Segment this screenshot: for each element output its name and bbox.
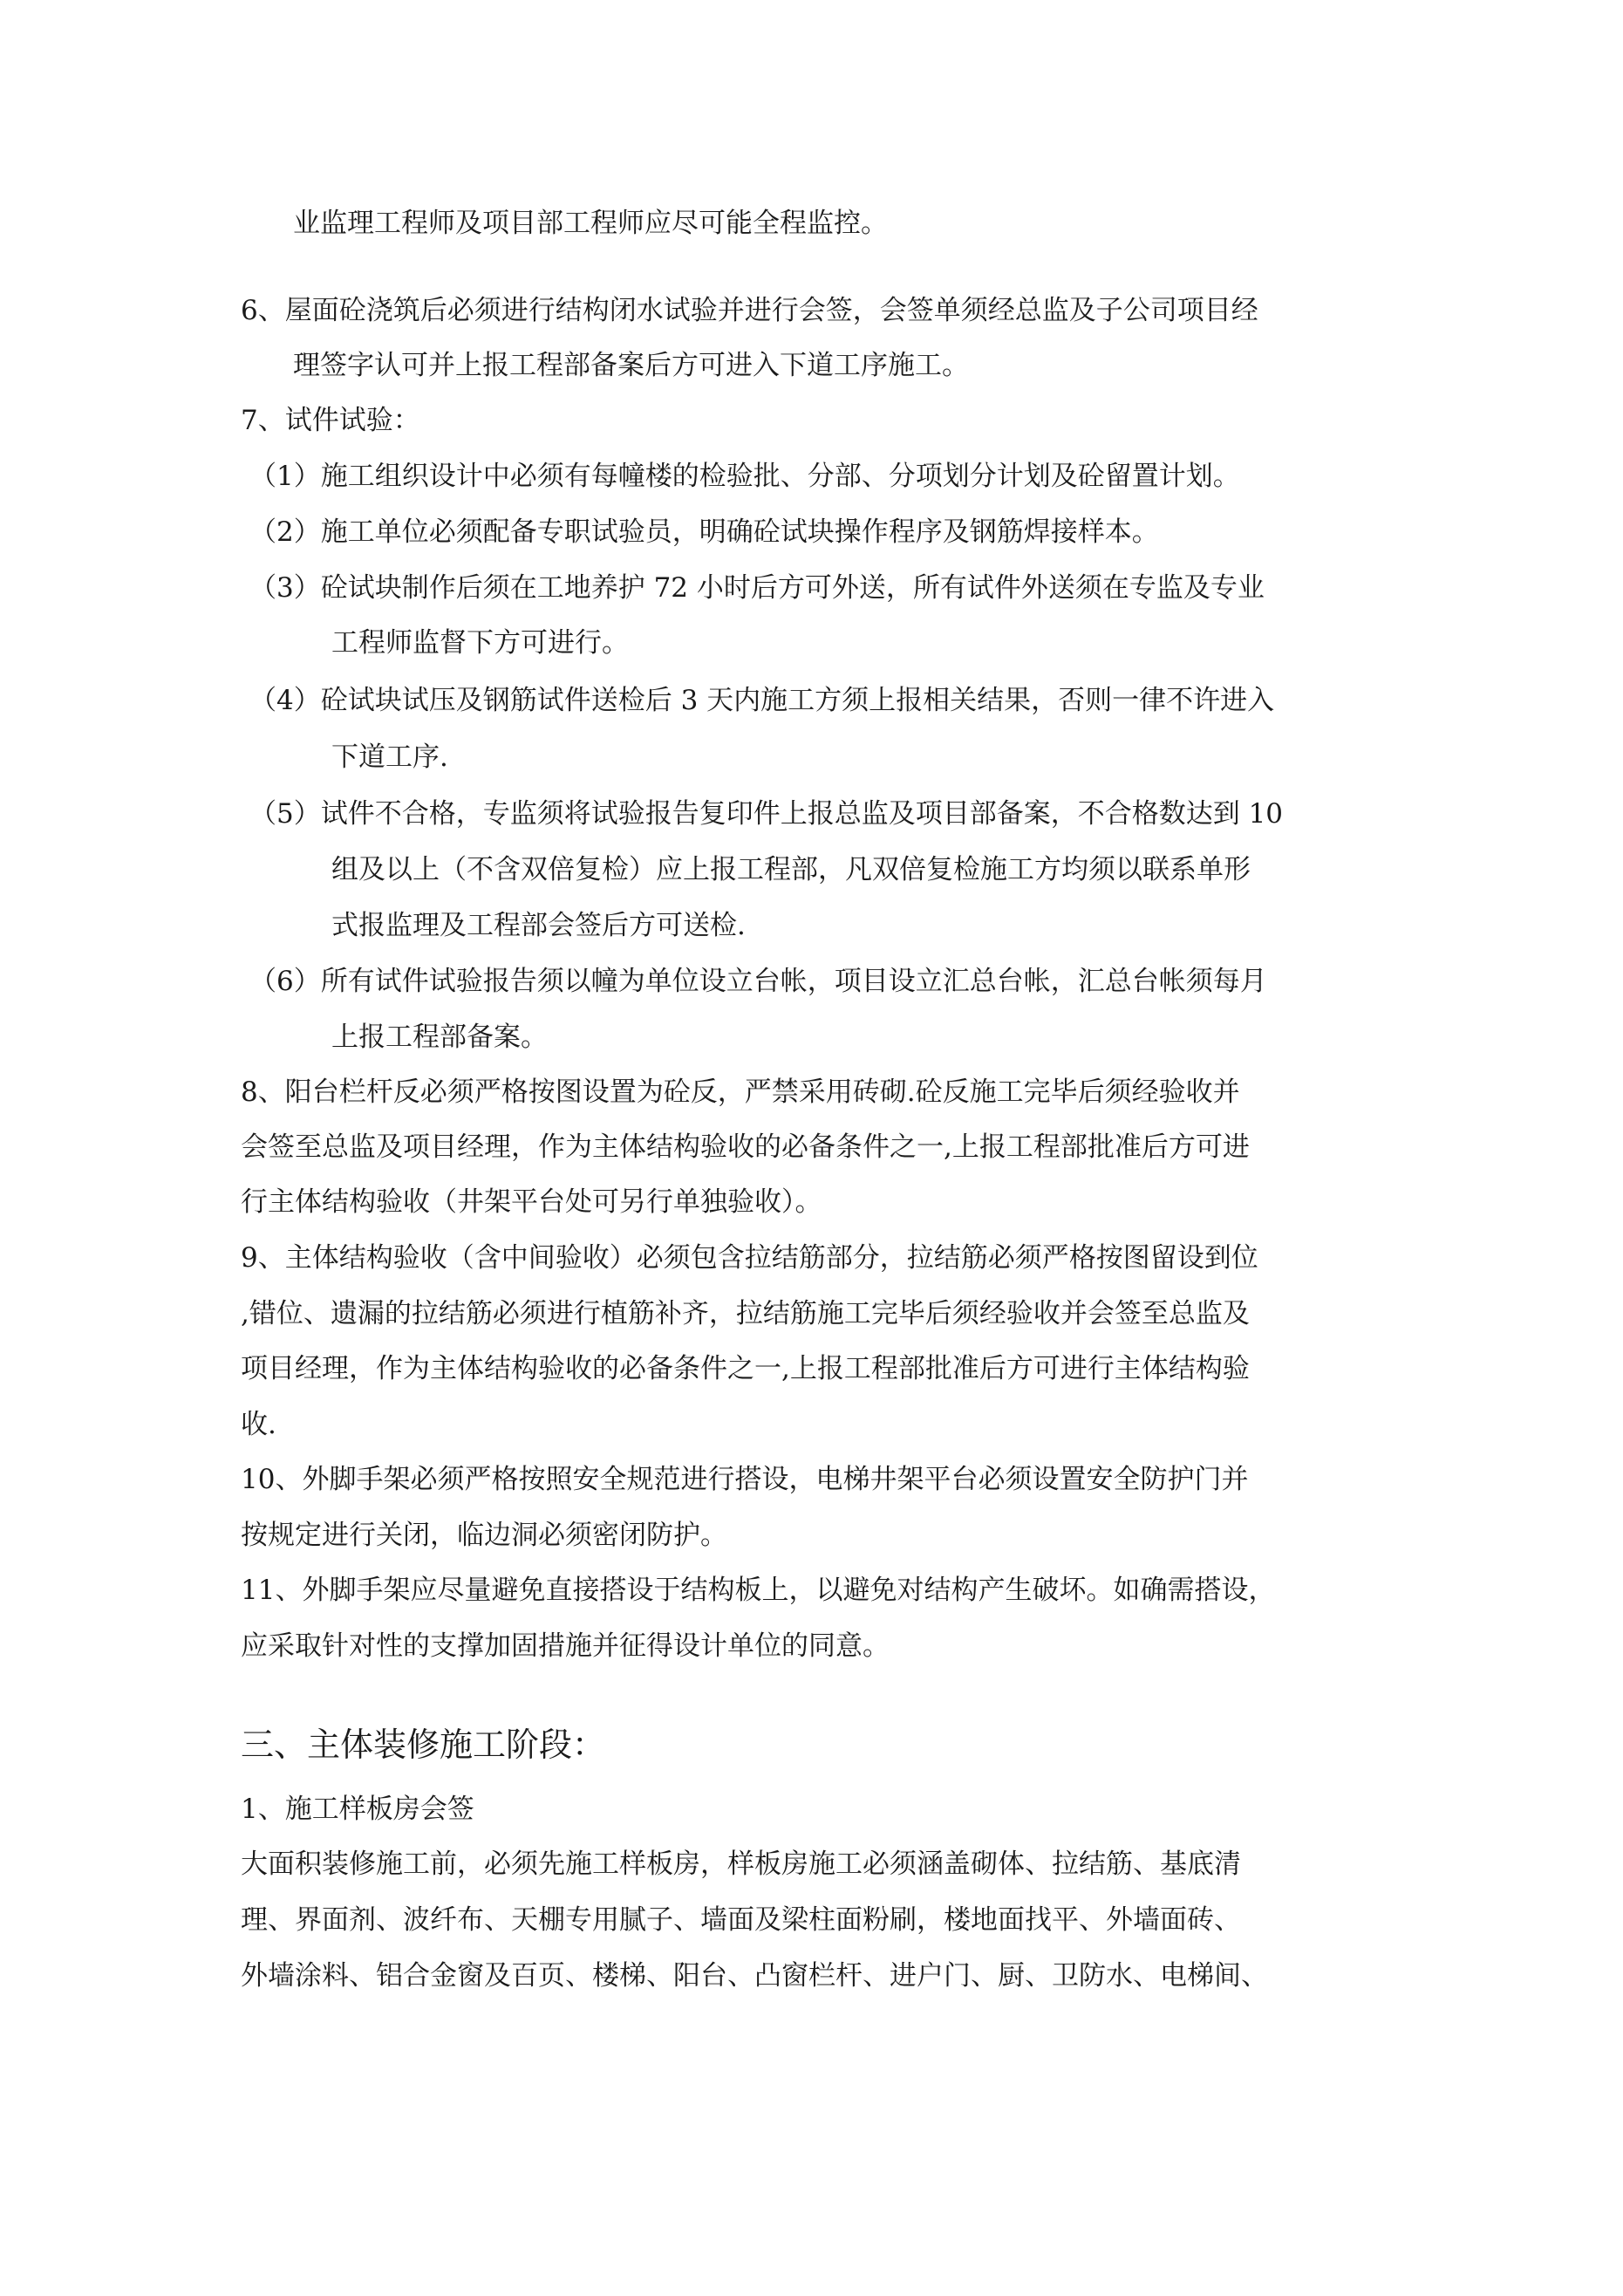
text-line: 7、试件试验： (241, 405, 420, 436)
text-line: （2）施工单位必须配备专职试验员，明确砼试块操作程序及钢筋焊接样本。 (249, 516, 1159, 548)
text-line: 行主体结构验收（井架平台处可另行单独验收）。 (241, 1186, 822, 1218)
text-line: 业监理工程师及项目部工程师应尽可能全程监控。 (293, 208, 888, 239)
text-line: 工程师监督下方可进行。 (331, 627, 629, 659)
text-line: （6）所有试件试验报告须以幢为单位设立台帐，项目设立汇总台帐，汇总台帐须每月 (249, 966, 1267, 997)
text-line: 理、界面剂、波纤布、天棚专用腻子、墙面及梁柱面粉刷，楼地面找平、外墙面砖、 (241, 1904, 1241, 1936)
text-line: （1）施工组织设计中必须有每幢楼的检验批、分部、分项划分计划及砼留置计划。 (249, 461, 1240, 492)
text-line: 会签至总监及项目经理，作为主体结构验收的必备条件之一,上报工程部批准后方可进 (241, 1131, 1250, 1163)
text-line: 上报工程部备案。 (331, 1022, 548, 1053)
text-line: 式报监理及工程部会签后方可送检. (331, 910, 746, 941)
text-line: （4）砼试块试压及钢筋试件送检后 3 天内施工方须上报相关结果，否则一律不许进入 (249, 685, 1275, 716)
text-line: 大面积装修施工前，必须先施工样板房，样板房施工必须涵盖砌体、拉结筋、基底清 (241, 1848, 1241, 1880)
text-line: 9、主体结构验收（含中间验收）必须包含拉结筋部分，拉结筋必须严格按图留设到位 (241, 1242, 1258, 1274)
text-line: 11、外脚手架应尽量避免直接搭设于结构板上，以避免对结构产生破坏。如确需搭设， (241, 1575, 1276, 1606)
text-line: 理签字认可并上报工程部备案后方可进入下道工序施工。 (293, 350, 969, 381)
text-line: （5）试件不合格，专监须将试验报告复印件上报总监及项目部备案，不合格数达到 10 (249, 798, 1284, 830)
text-line: 下道工序. (331, 741, 448, 773)
text-line: （3）砼试块制作后须在工地养护 72 小时后方可外送，所有试件外送须在专监及专业 (249, 572, 1265, 604)
text-line: 应采取针对性的支撑加固措施并征得设计单位的同意。 (241, 1630, 890, 1662)
text-line: 项目经理，作为主体结构验收的必备条件之一,上报工程部批准后方可进行主体结构验 (241, 1353, 1250, 1384)
section-heading: 三、主体装修施工阶段： (241, 1725, 606, 1764)
text-line: ,错位、遗漏的拉结筋必须进行植筋补齐，拉结筋施工完毕后须经验收并会签至总监及 (241, 1298, 1250, 1329)
text-line: 按规定进行关闭，临边洞必须密闭防护。 (241, 1520, 727, 1551)
text-line: 10、外脚手架必须严格按照安全规范进行搭设，电梯井架平台必须设置安全防护门并 (241, 1464, 1249, 1495)
text-line: 1、施工样板房会签 (241, 1794, 474, 1825)
text-line: 组及以上（不含双倍复检）应上报工程部，凡双倍复检施工方均须以联系单形 (331, 854, 1251, 885)
text-line: 收. (241, 1409, 276, 1440)
text-line: 6、屋面砼浇筑后必须进行结构闭水试验并进行会签，会签单须经总监及子公司项目经 (241, 295, 1258, 326)
text-line: 8、阳台栏杆反必须严格按图设置为砼反，严禁采用砖砌.砼反施工完毕后须经验收并 (241, 1076, 1240, 1108)
text-line: 外墙涂料、铝合金窗及百页、楼梯、阳台、凸窗栏杆、进户门、厨、卫防水、电梯间、 (241, 1960, 1268, 1992)
